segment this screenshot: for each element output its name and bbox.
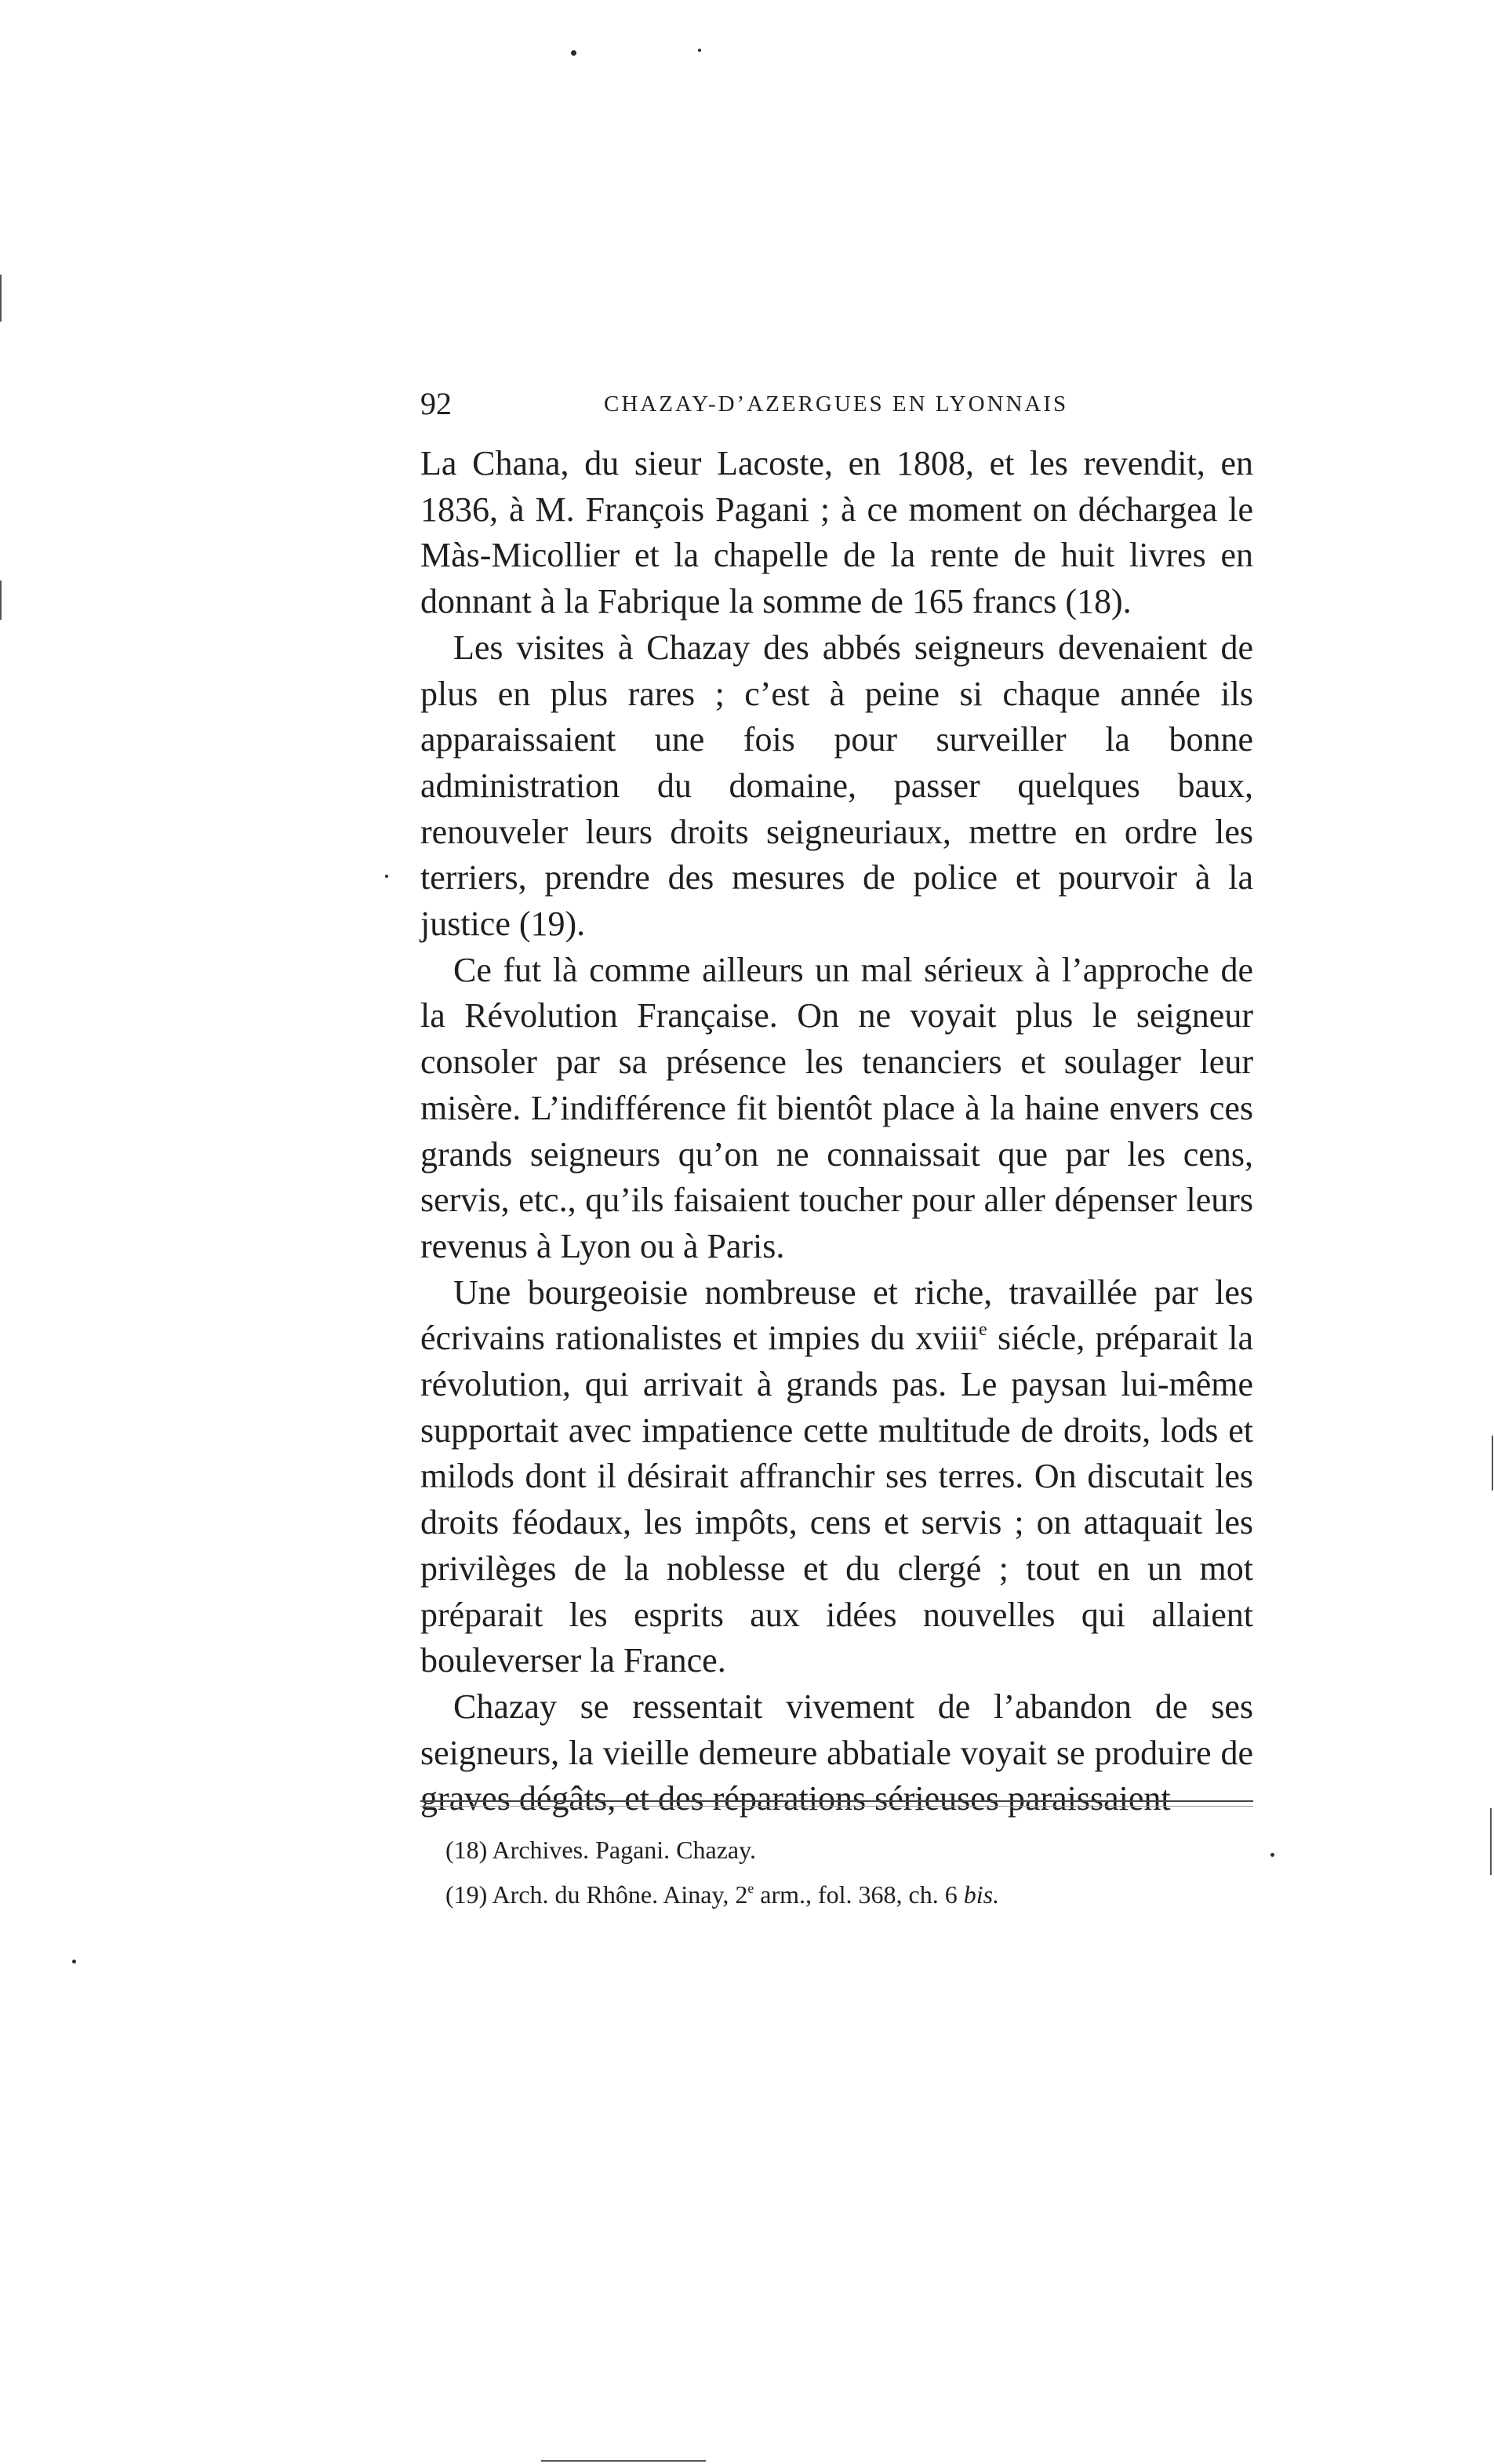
footnote-rule bbox=[420, 1800, 1253, 1802]
scan-edge-mark bbox=[0, 275, 2, 322]
scan-edge-mark bbox=[541, 2460, 706, 2462]
running-head: CHAZAY-D’AZERGUES EN LYONNAIS bbox=[604, 391, 1069, 417]
scan-edge-mark bbox=[1490, 1808, 1492, 1875]
paragraph: La Chana, du sieur Lacoste, en 1808, et les revendit, en 1836, à M. François Pagani ; à ce moment on déchargea le Màs-Micollier et la chapelle de la rente de huit livres en donnant à la Fabrique la somme de 165 francs (18). bbox=[420, 444, 1253, 621]
footnote-text: arm., fol. 368, ch. 6 bbox=[754, 1880, 964, 1909]
paragraph: Chazay se ressentait vivement de l’abandon de ses seigneurs, la vieille demeure abbatiale voyait se produire de graves dégâts, et des réparations sérieuses paraissaient bbox=[420, 1687, 1253, 1818]
scan-speck bbox=[385, 875, 388, 878]
page-number: 92 bbox=[420, 386, 452, 421]
paragraph-text: siécle, préparait la révolution, qui arrivait à grands pas. Le paysan lui-même supportait avec impatience cette multitude de droits, lods et milods dont il désirait affranchir ses terres. On discutait les droits féodaux, les impôts, cens et servis ; on attaquait les privilèges de la noblesse et du clergé ; tout en un mot préparait les esprits aux idées nouvelles qui allaient bouleverser la France. bbox=[420, 1319, 1253, 1680]
paragraph: Les visites à Chazay des abbés seigneurs devenaient de plus en plus rares ; c’est à peine si chaque année ils apparaissaient une fois pour surveiller la bonne administration du domaine, passer quelques baux, renouveler leurs droits seigneuriaux, mettre en ordre les terriers, prendre des mesures de police et pourvoir à la justice (19). bbox=[420, 628, 1253, 944]
scan-edge-mark bbox=[1492, 1436, 1493, 1490]
superscript: e bbox=[978, 1319, 987, 1341]
superscript: e bbox=[747, 1880, 754, 1896]
footnote-19 bbox=[445, 1873, 1253, 1917]
scan-speck bbox=[571, 50, 576, 56]
scan-edge-mark bbox=[0, 581, 2, 620]
scan-speck bbox=[698, 49, 701, 52]
footnotes bbox=[445, 1828, 1253, 1917]
footnote-text: (19) Arch. du Rhône. Ainay, 2 bbox=[445, 1880, 748, 1909]
scan-speck bbox=[72, 1960, 76, 1964]
footnote-italic: bis. bbox=[963, 1880, 1000, 1909]
paragraph: Ce fut là comme ailleurs un mal sérieux à l’approche de la Révolution Française. On ne voyait plus le seigneur consoler par sa présence les tenanciers et soulager leur misère. L’indifférence fit bientôt place à la haine envers ces grands seigneurs qu’on ne connaissait que par les cens, servis, etc., qu’ils faisaient toucher pour aller dépenser leurs revenus à Lyon ou à Paris. bbox=[420, 950, 1253, 1265]
scan-speck bbox=[1270, 1853, 1274, 1857]
body-text bbox=[420, 441, 1253, 1818]
paragraph-text: Une bourgeoisie nombreuse et riche, travaillée par les écrivains rationalistes et impies du xviii bbox=[420, 1272, 1253, 1358]
paragraph bbox=[420, 1270, 1253, 1684]
footnote-rule bbox=[420, 1806, 1253, 1807]
page-header bbox=[420, 384, 1253, 424]
footnote-18: (18) Archives. Pagani. Chazay. bbox=[445, 1836, 757, 1864]
